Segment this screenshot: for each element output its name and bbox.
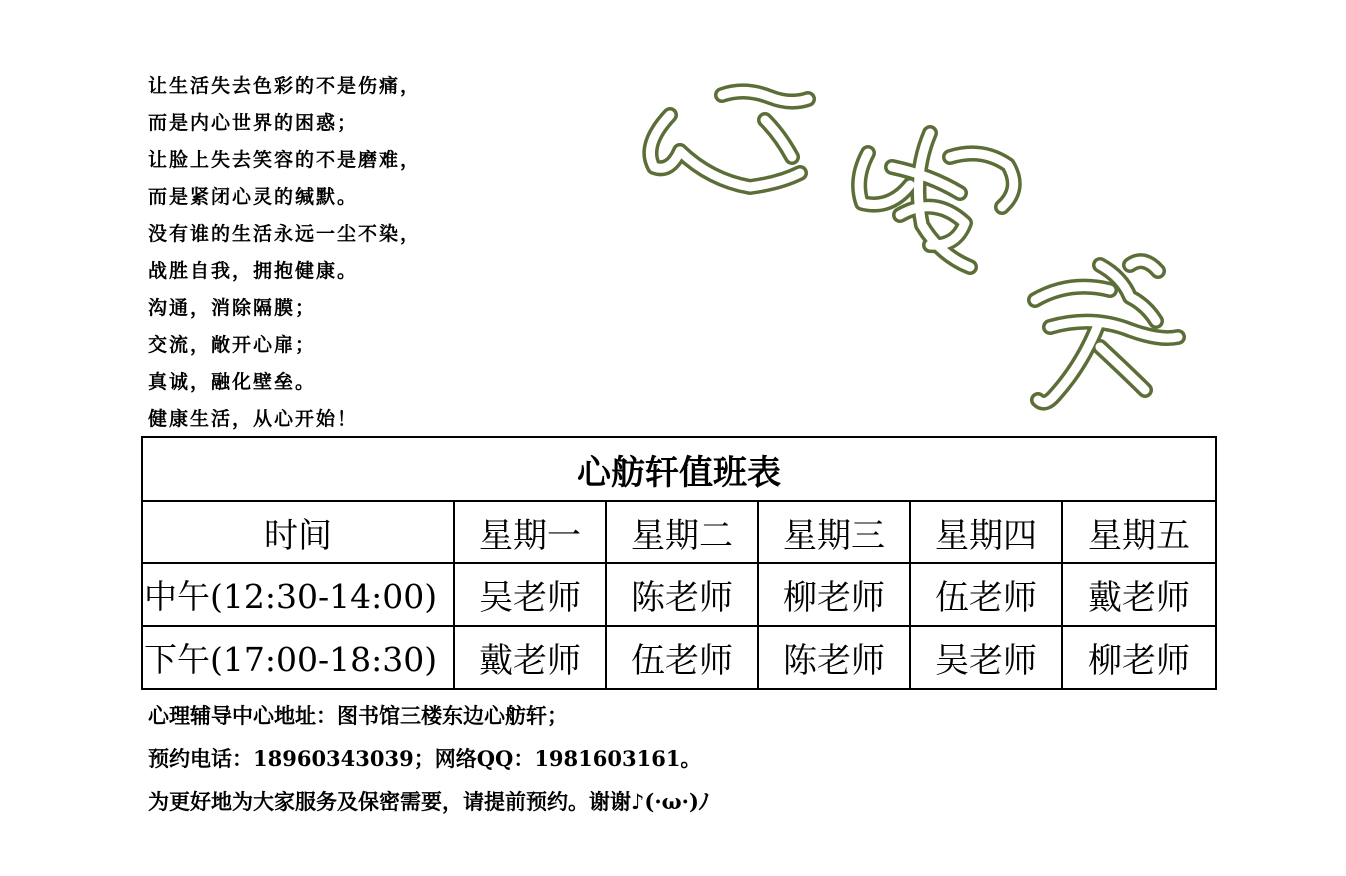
poem-line: 没有谁的生活永远一尘不染， [148,223,422,245]
poem-line: 让生活失去色彩的不是伤痛， [148,75,422,97]
poem-line: 沟通，消除隔膜； [148,297,317,319]
teacher-cell: 陈老师 [758,626,910,689]
poem-block [148,68,568,438]
time-slot-cell: 中午(12:30-14:00) [142,563,454,626]
teacher-cell: 柳老师 [1062,626,1216,689]
poem-line: 让脸上失去笑容的不是磨难， [148,149,422,171]
footer-info [148,694,1198,823]
table-title: 心舫轩值班表 [142,437,1216,501]
time-slot-cell: 下午(17:00-18:30) [142,626,454,689]
duty-schedule-table [141,436,1217,690]
teacher-cell: 戴老师 [454,626,606,689]
poem-line: 而是内心世界的困惑； [148,112,359,134]
table-row [142,563,1216,626]
teacher-cell: 戴老师 [1062,563,1216,626]
header-time: 时间 [142,501,454,563]
poem-line: 而是紧闭心灵的缄默。 [148,186,359,208]
table-header-row [142,501,1216,563]
calligraphy-logo [630,75,1200,420]
teacher-cell: 伍老师 [606,626,758,689]
table-row [142,626,1216,689]
header-wednesday: 星期三 [758,501,910,563]
poem-line: 真诚，融化壁垒。 [148,371,317,393]
teacher-cell: 陈老师 [606,563,758,626]
teacher-cell: 伍老师 [910,563,1062,626]
header-tuesday: 星期二 [606,501,758,563]
header-friday: 星期五 [1062,501,1216,563]
header-monday: 星期一 [454,501,606,563]
teacher-cell: 吴老师 [910,626,1062,689]
poem-line: 交流，敞开心扉； [148,334,317,356]
teacher-cell: 吴老师 [454,563,606,626]
address-text: 心理辅导中心地址：图书馆三楼东边心舫轩； [148,703,568,728]
poem-line: 健康生活，从心开始！ [148,408,359,430]
teacher-cell: 柳老师 [758,563,910,626]
contact-text: 预约电话：18960343039；网络QQ：1981603161。 [148,746,702,771]
header-thursday: 星期四 [910,501,1062,563]
poem-line: 战胜自我，拥抱健康。 [148,260,359,282]
appointment-note: 为更好地为大家服务及保密需要，请提前预约。谢谢♪(·ω·)ﾉ [148,789,710,814]
